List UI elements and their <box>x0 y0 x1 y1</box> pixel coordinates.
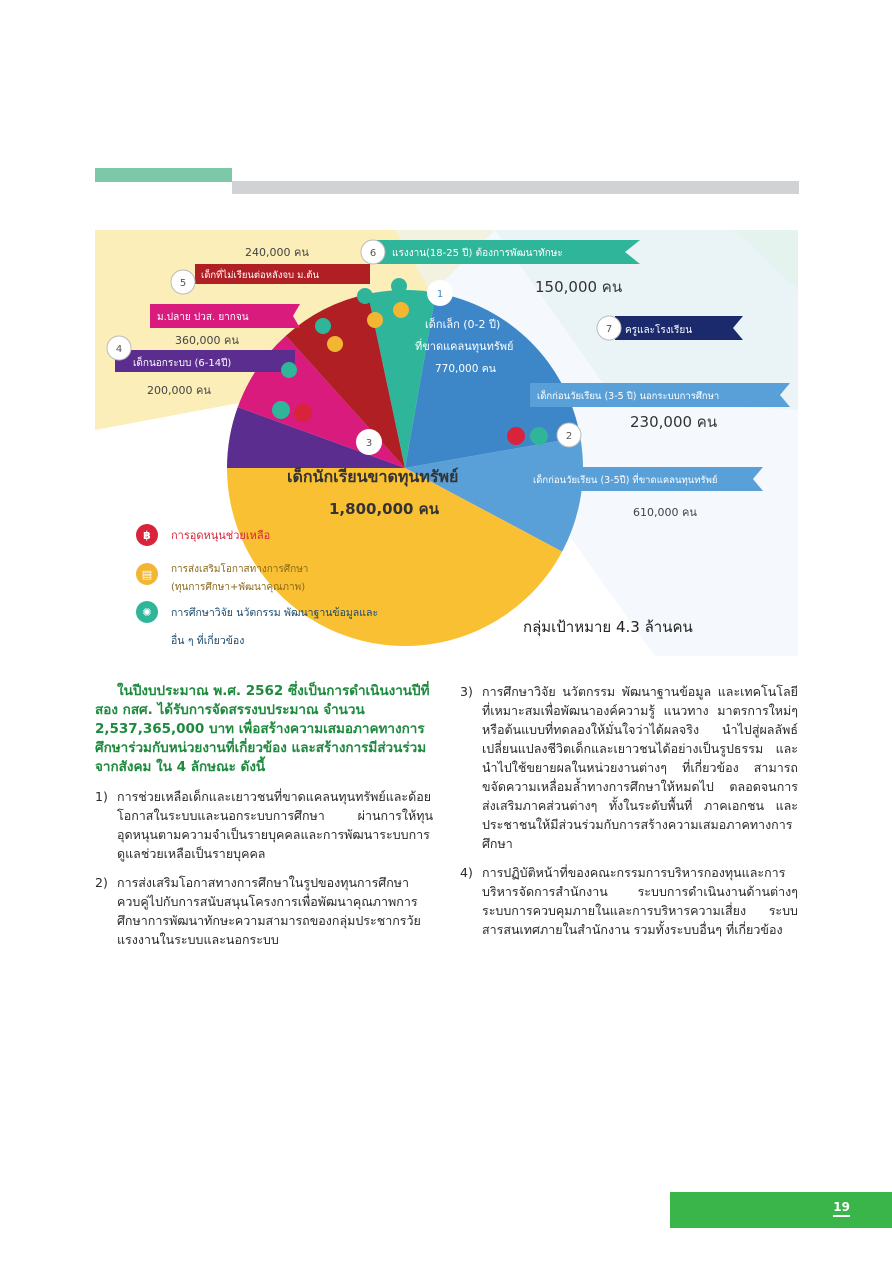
toddlers-label: เด็กเล็ก (0-2 ปี) <box>425 318 501 331</box>
preschool-poor-label: เด็กก่อนวัยเรียน (3-5ปี) ที่ขาดแคลนทุนทรัพย์ <box>533 475 718 486</box>
list-item <box>460 682 798 853</box>
header-rule-bar <box>232 181 799 194</box>
no-continue-count: 240,000 คน <box>245 246 309 259</box>
list-item-number: 2) <box>95 875 108 890</box>
group3-number: 3 <box>365 438 373 449</box>
out-of-school-label: เด็กนอกระบบ (6-14ปี) <box>133 358 232 369</box>
list-item-text: การศึกษาวิจัย นวัตกรรม พัฒนาฐานข้อมูล และเทคโนโลยีที่เหมาะสมเพื่อพัฒนาองค์ความรู้ แนวทาง มาตรการใหม่ๆ หรือต้นแบบที่ทดลองให้มั่นใจว่าได้ผลจริง นำไปสู่ผลลัพธ์เปลี่ยนแปลงชีวิตเด็กและเยาวชนได้อย่างเป็นรูปธรรม และนำไปใช้ขยายผลในหน่วยงานต่างๆ ที่เกี่ยวข้อง สามารถขจัดความเหลื่อมล้ำทางการศึกษาให้หมดไป ตลอดจนการส่งเสริมภาคส่วนต่างๆ ทั้งในระดับพื้นที่ ภาคเอกชน และประชาชนให้มีส่วนร่วมกับการสร้างความเสมอภาคทางการศึกษา <box>482 684 798 851</box>
legend-subsidy-label: การอุดหนุนช่วยเหลือ <box>171 529 271 542</box>
labour-label: แรงงาน(18-25 ปี) ต้องการพัฒนาทักษะ <box>392 248 563 259</box>
group2-number: 2 <box>565 431 573 442</box>
article-right-column <box>460 682 798 949</box>
legend-book-symbol: ▤ <box>141 568 153 581</box>
list-item-number: 1) <box>95 789 108 804</box>
legend-research-label: การศึกษาวิจัย นวัตกรรม พัฒนาฐานข้อมูลและ <box>171 607 379 619</box>
target-groups-infographic <box>95 230 798 656</box>
group7-number: 7 <box>605 324 613 335</box>
out-of-school-count: 200,000 คน <box>147 384 211 397</box>
intro-paragraph: ในปีงบประมาณ พ.ศ. 2562 ซึ่งเป็นการดำเนินงานปีที่สอง กสศ. ได้รับการจัดสรรงบประมาณ จำนวน 2,537,365,000 บาท เพื่อสร้างความเสมอภาคทางการศึกษาร่วมกับหน่วยงานที่เกี่ยวข้อง และสร้างการมีส่วนร่วมจากสังคม ใน 4 ลักษณะ ดังนี้ <box>95 683 430 775</box>
preschool-lightbulb-icon <box>530 427 548 445</box>
labour-book-icon <box>393 302 409 318</box>
legend-lightbulb-symbol: ✺ <box>142 606 152 619</box>
legend-opportunity-label: การส่งเสริมโอกาสทางการศึกษา <box>171 564 309 575</box>
group4-number: 4 <box>115 344 123 355</box>
page-number-badge <box>670 1192 892 1228</box>
page-number: 19 <box>833 1200 850 1217</box>
preschool-poor-count: 610,000 คน <box>633 506 697 519</box>
students-label: เด็กนักเรียนขาดทุนทรัพย์ <box>287 467 459 486</box>
group1-number: 1 <box>436 289 444 300</box>
no-continue-book-icon <box>367 312 383 328</box>
article-left-column <box>95 682 433 959</box>
upper-secondary-lightbulb-icon <box>315 318 331 334</box>
labour-count: 150,000 คน <box>535 278 623 296</box>
no-continue-lightbulb-icon <box>357 288 373 304</box>
legend-baht-symbol: ฿ <box>143 529 151 542</box>
teachers-label: ครูและโรงเรียน <box>625 325 693 336</box>
list-item-number: 4) <box>460 865 473 880</box>
no-continue-label: เด็กที่ไม่เรียนต่อหลังจบ ม.ต้น <box>201 270 320 281</box>
slice-baht-icon <box>294 404 312 422</box>
list-item <box>460 863 798 939</box>
group6-number: 6 <box>369 248 377 259</box>
target-group-total: กลุ่มเป้าหมาย 4.3 ล้านคน <box>523 618 693 636</box>
preschool-out-label: เด็กก่อนวัยเรียน (3-5 ปี) นอกระบบการศึกษา <box>537 391 720 402</box>
students-count: 1,800,000 คน <box>329 500 439 518</box>
list-item-text: การปฏิบัติหน้าที่ของคณะกรรมการบริหารกองทุนและการบริหารจัดการสำนักงาน ระบบการดำเนินงานด้านต่างๆ ระบบการควบคุมภายในและการบริหารความเสี่ยง ระบบสารสนเทศภายในสำนักงาน รวมทั้งระบบอื่นๆ ที่เกี่ยวข้อง <box>482 865 798 937</box>
list-item-text: การช่วยเหลือเด็กและเยาวชนที่ขาดแคลนทุนทรัพย์และด้อยโอกาสในระบบและนอกระบบการศึกษา ผ่านการให้ทุนอุดหนุนตามความจำเป็นรายบุคคลและการพัฒนาระบบการดูแลช่วยเหลือเป็นรายบุคคล <box>117 789 433 861</box>
toddlers-label-2: ที่ขาดแคลนทุนทรัพย์ <box>415 340 514 353</box>
labour-lightbulb-icon <box>391 278 407 294</box>
preschool-out-count: 230,000 คน <box>630 413 718 431</box>
header-accent-bar <box>95 168 232 182</box>
list-item-text: การส่งเสริมโอกาสทางการศึกษาในรูปของทุนการศึกษาควบคู่ไปกับการสนับสนุนโครงการเพื่อพัฒนาคุณภาพการศึกษาการพัฒนาทักษะความสามารถของกลุ่มประชากรวัยแรงงานในระบบและนอกระบบ <box>117 875 421 947</box>
infographic-svg <box>95 230 798 656</box>
upper-secondary-book-icon <box>327 336 343 352</box>
list-item <box>95 873 433 949</box>
upper-secondary-count: 360,000 คน <box>175 334 239 347</box>
legend-opportunity-label-2: (ทุนการศึกษา+พัฒนาคุณภาพ) <box>171 582 306 593</box>
list-item-number: 3) <box>460 684 473 699</box>
slice-lightbulb-icon <box>272 401 290 419</box>
toddlers-count: 770,000 คน <box>435 363 496 375</box>
group5-number: 5 <box>179 278 187 289</box>
list-item <box>95 787 433 863</box>
out-of-school-lightbulb-icon <box>281 362 297 378</box>
upper-secondary-label: ม.ปลาย ปวส. ยากจน <box>157 312 249 323</box>
preschool-baht-icon <box>507 427 525 445</box>
legend-research-label-2: อื่น ๆ ที่เกี่ยวข้อง <box>171 635 245 647</box>
